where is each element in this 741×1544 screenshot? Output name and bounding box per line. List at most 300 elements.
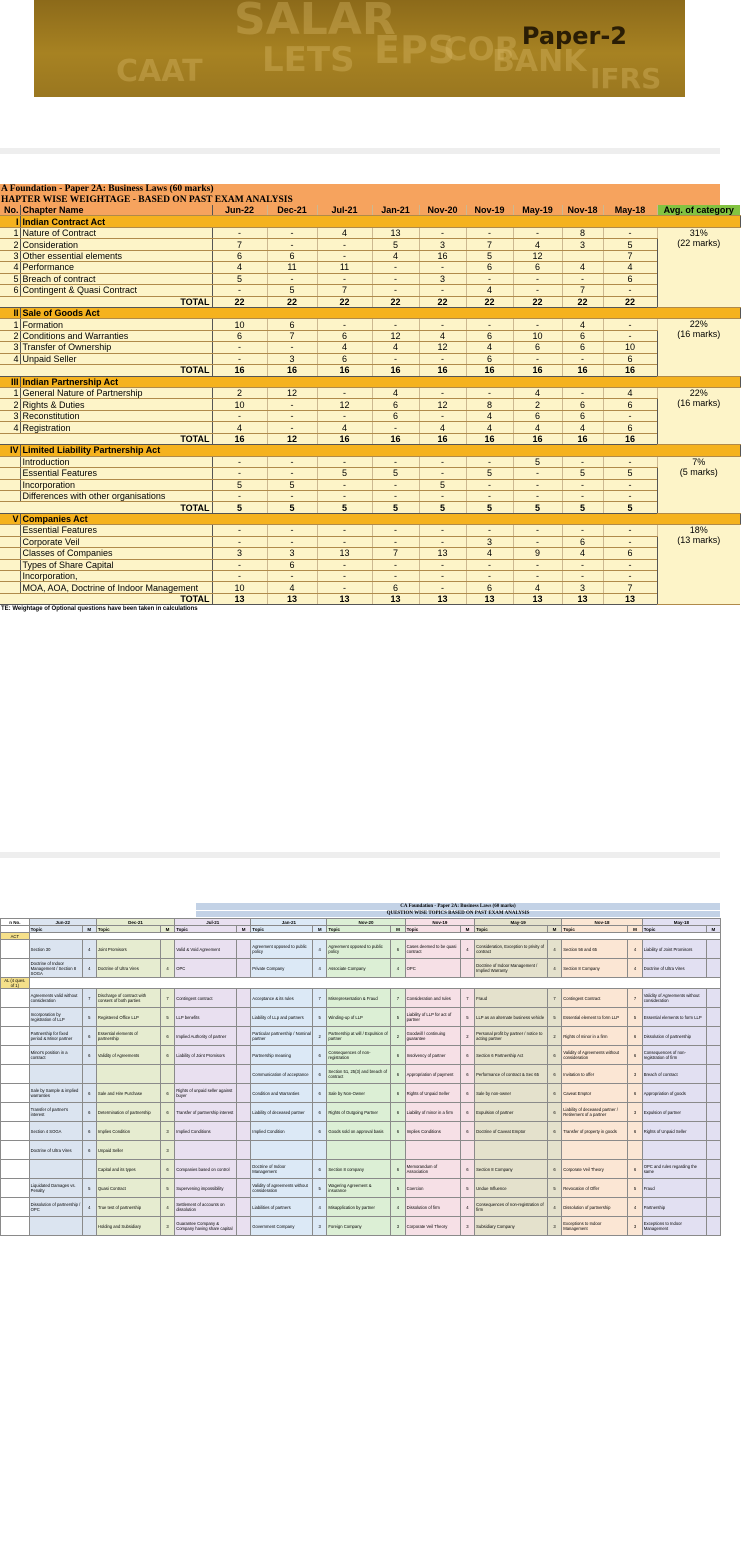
topic-marks (706, 1122, 720, 1141)
chapter-no: 3 (0, 342, 20, 353)
topic-marks: 2 (391, 1027, 405, 1046)
topic-cell: Capital and its types (96, 1160, 160, 1179)
marks-cell: - (317, 559, 372, 570)
marks-cell: 12 (372, 330, 419, 341)
total-cell: 16 (513, 433, 562, 444)
marks-header: M (236, 926, 250, 933)
topic-cell: Section 8 Company (562, 959, 628, 978)
marks-cell: 6 (317, 330, 372, 341)
header-no: No. (0, 205, 20, 216)
chapter-row (0, 227, 740, 238)
chapter-name: Unpaid Seller (20, 353, 212, 364)
topic-cell: Validity of Agreements (96, 1046, 160, 1065)
marks-cell: - (317, 525, 372, 536)
chapter-no (0, 536, 20, 547)
marks-cell: 4 (466, 285, 513, 296)
chapter-name: Reconstitution (20, 410, 212, 421)
chapter-no: 5 (0, 273, 20, 284)
topic-marks (706, 1198, 720, 1217)
marks-cell: - (419, 353, 466, 364)
question-no (1, 1160, 30, 1179)
act-row (1, 933, 721, 940)
marks-header: M (82, 926, 96, 933)
topic-marks: 6 (82, 1046, 96, 1065)
question-row (1, 940, 721, 959)
section-row (0, 307, 740, 318)
topic-marks: 4 (460, 1198, 474, 1217)
total-cell: 22 (317, 296, 372, 307)
topic-marks: 4 (628, 1198, 642, 1217)
marks-cell: 3 (419, 273, 466, 284)
topic-marks: 3 (628, 1217, 642, 1236)
topic-marks (236, 1179, 250, 1198)
marks-cell: - (372, 319, 419, 330)
topic-cell: Quasi Contract (96, 1179, 160, 1198)
marks-cell: - (419, 227, 466, 238)
marks-cell: 3 (562, 582, 603, 593)
total-cell: 13 (466, 593, 513, 604)
topic-cell: Subsidiary Company (475, 1217, 548, 1236)
topic-cell: Essential elements to form LLP (642, 1008, 706, 1027)
total-row (0, 593, 740, 604)
topic-cell: Acceptance & its rules (251, 989, 313, 1008)
topic-cell: Doctrine of Indoor Management / Implied Warranty (475, 959, 548, 978)
marks-cell: - (513, 571, 562, 582)
total-cell: 5 (267, 502, 317, 513)
topic-cell: OPC (175, 959, 237, 978)
topic-marks: 3 (460, 1217, 474, 1236)
question-row (1, 1046, 721, 1065)
marks-header: M (547, 926, 561, 933)
avg-marks: (16 marks) (677, 398, 721, 408)
chapter-no (0, 582, 20, 593)
chapter-row (0, 285, 740, 296)
question-no (1, 1179, 30, 1198)
topic-cell: Section 56 and 65 (562, 940, 628, 959)
chapter-no: 2 (0, 399, 20, 410)
topic-cell: Guarantee Company & Company having share capital (175, 1217, 237, 1236)
header-exam-col: May-18 (603, 205, 657, 216)
topic-cell: Liability of minor in a firm (405, 1103, 460, 1122)
marks-cell: 5 (212, 273, 267, 284)
marks-cell: - (317, 536, 372, 547)
topic-marks: 5 (460, 1008, 474, 1027)
marks-cell: - (267, 525, 317, 536)
chapter-no: 2 (0, 239, 20, 250)
chapter-name: Classes of Companies (20, 548, 212, 559)
question-no (1, 1217, 30, 1236)
section-name: Indian Partnership Act (20, 376, 740, 387)
total-cell: 16 (419, 433, 466, 444)
topic-header: Topic (96, 926, 160, 933)
marks-cell: 5 (603, 239, 657, 250)
marks-cell: 6 (562, 399, 603, 410)
topic-cell: Liability of deceased partner (251, 1103, 313, 1122)
topic-cell: Performance of contract & Sec 65 (475, 1065, 548, 1084)
total-cell: 16 (372, 433, 419, 444)
marks-cell: - (317, 273, 372, 284)
topic-marks (706, 1160, 720, 1179)
marks-cell: - (212, 571, 267, 582)
marks-cell: - (419, 571, 466, 582)
section-no: IV (0, 445, 20, 456)
total-cell: 16 (603, 365, 657, 376)
marks-cell: 4 (562, 319, 603, 330)
header-exam-col: Nov-18 (562, 205, 603, 216)
topic-marks: 7 (160, 989, 174, 1008)
chapter-name: Transfer of Ownership (20, 342, 212, 353)
banner-watermark: EPS (374, 28, 456, 72)
topic-marks (236, 1198, 250, 1217)
marks-cell: - (419, 388, 466, 399)
topic-marks: 7 (547, 989, 561, 1008)
marks-cell: 6 (513, 342, 562, 353)
marks-cell: 4 (466, 548, 513, 559)
marks-cell: 5 (513, 456, 562, 467)
marks-cell: 4 (372, 388, 419, 399)
total-cell: 22 (372, 296, 419, 307)
marks-cell: - (212, 559, 267, 570)
marks-cell: - (603, 330, 657, 341)
section-name: Indian Contract Act (20, 216, 740, 227)
first-col-header: n No. (1, 919, 30, 926)
marks-cell: 4 (372, 342, 419, 353)
marks-cell: 6 (466, 262, 513, 273)
marks-cell: - (372, 479, 419, 490)
marks-cell: - (466, 388, 513, 399)
avg-category-cell (657, 525, 740, 605)
marks-header: M (391, 926, 405, 933)
topic-cell: Consideration, Exception to privity of contract (475, 940, 548, 959)
topic-cell: Fraud (642, 1179, 706, 1198)
topic-cell: Rights of unpaid seller against buyer (175, 1084, 237, 1103)
topic-marks: 3 (628, 1065, 642, 1084)
question-row (1, 1198, 721, 1217)
topic-marks: 5 (460, 1179, 474, 1198)
topic-cell: Supervening impossibility (175, 1179, 237, 1198)
topic-marks: 5 (547, 1008, 561, 1027)
topic-cell: Doctrine of Indoor Management / Section 8 SOGA (29, 959, 82, 978)
marks-cell: 5 (562, 468, 603, 479)
marks-cell: 4 (372, 250, 419, 261)
topic-marks (160, 940, 174, 959)
topic-cell: LLP as an alternate business vehicle (475, 1008, 548, 1027)
marks-cell: 4 (513, 422, 562, 433)
topic-marks: 4 (82, 940, 96, 959)
topic-cell: Private Company (251, 959, 313, 978)
chapter-name: Contingent & Quasi Contract (20, 285, 212, 296)
marks-cell: - (267, 468, 317, 479)
marks-cell: - (267, 273, 317, 284)
chapter-name: Incorporation, (20, 571, 212, 582)
chapter-name: Rights & Duties (20, 399, 212, 410)
marks-cell: 3 (212, 548, 267, 559)
topic-cell: Agreement opposed to public policy (327, 940, 391, 959)
marks-cell: 4 (513, 582, 562, 593)
avg-marks: (13 marks) (677, 535, 721, 546)
marks-header: M (706, 926, 720, 933)
question-row (1, 959, 721, 978)
topic-marks: 6 (391, 1122, 405, 1141)
marks-cell: 6 (603, 273, 657, 284)
marks-cell: 8 (562, 227, 603, 238)
topic-marks: 6 (628, 1160, 642, 1179)
marks-cell: - (267, 410, 317, 421)
topic-cell: Foreign Company (327, 1217, 391, 1236)
marks-cell: 12 (513, 250, 562, 261)
chapter-name: Corporate Veil (20, 536, 212, 547)
topic-marks: 6 (313, 1103, 327, 1122)
total-cell: 16 (466, 365, 513, 376)
total-cell: 16 (466, 433, 513, 444)
marks-cell: 5 (267, 285, 317, 296)
separator (0, 852, 720, 858)
chapter-name: Formation (20, 319, 212, 330)
paper-banner (34, 0, 685, 97)
topic-cell: Liabilities of partners (251, 1198, 313, 1217)
chapter-name: Incorporation (20, 479, 212, 490)
topic-marks: 2 (547, 1027, 561, 1046)
marks-cell: - (419, 559, 466, 570)
topic-cell: Misapplication by partner (327, 1198, 391, 1217)
total-cell: 16 (603, 433, 657, 444)
topic-marks: 6 (547, 1103, 561, 1122)
marks-cell: 7 (267, 330, 317, 341)
topic-cell: Section 30 (29, 940, 82, 959)
topic-marks: 6 (391, 1084, 405, 1103)
chapter-row (0, 559, 740, 570)
marks-cell: - (372, 353, 419, 364)
marks-cell: 10 (603, 342, 657, 353)
topic-marks: 4 (547, 940, 561, 959)
chapter-weightage-table (0, 184, 734, 613)
topic-cell: Consideration and rules (405, 989, 460, 1008)
chapter-name: General Nature of Partnership (20, 388, 212, 399)
topic-cell: Settlement of accounts on dissolution (175, 1198, 237, 1217)
total-row (0, 433, 740, 444)
topic-marks: 6 (82, 1122, 96, 1141)
topic-marks: 6 (628, 1084, 642, 1103)
topic-marks: 5 (391, 1008, 405, 1027)
weightage-note: TE: Weightage of Optional questions have been taken in calculations (1, 606, 198, 613)
marks-cell: 5 (212, 479, 267, 490)
topic-marks (706, 989, 720, 1008)
total-cell: 5 (603, 502, 657, 513)
avg-category-cell (657, 456, 740, 513)
header-exam-col: Nov-19 (466, 205, 513, 216)
chapter-row (0, 536, 740, 547)
total-label: TOTAL (0, 296, 212, 307)
blank-header (1, 926, 30, 933)
marks-cell: - (513, 285, 562, 296)
marks-cell: - (372, 262, 419, 273)
topic-marks (236, 1008, 250, 1027)
marks-cell: - (212, 227, 267, 238)
chapter-no: 1 (0, 227, 20, 238)
marks-cell: - (419, 456, 466, 467)
marks-cell: 4 (419, 422, 466, 433)
marks-cell: 10 (212, 582, 267, 593)
weightage-title: A Foundation - Paper 2A: Business Laws (60 marks) (0, 184, 720, 195)
marks-cell: 10 (212, 319, 267, 330)
total-cell: 16 (419, 365, 466, 376)
section-no: V (0, 513, 20, 524)
marks-cell: 7 (317, 285, 372, 296)
topic-cell: Consequences of non-registration of firm (642, 1046, 706, 1065)
total-cell: 5 (419, 502, 466, 513)
section-row (0, 376, 740, 387)
topic-marks: 4 (160, 1198, 174, 1217)
question-no (1, 989, 30, 1008)
topic-marks: 6 (547, 1046, 561, 1065)
marks-cell: 13 (419, 548, 466, 559)
banner-watermark: IFRS (590, 62, 662, 95)
topic-marks (706, 1027, 720, 1046)
topic-marks: 2 (460, 1027, 474, 1046)
section-no: II (0, 307, 20, 318)
total-cell: 13 (603, 593, 657, 604)
marks-cell: - (513, 468, 562, 479)
marks-cell: 11 (267, 262, 317, 273)
total-cell: 13 (372, 593, 419, 604)
topic-cell: Partnership meaning (251, 1046, 313, 1065)
total-label: TOTAL (0, 593, 212, 604)
topic-marks (706, 940, 720, 959)
chapter-no: 6 (0, 285, 20, 296)
marks-cell: - (562, 571, 603, 582)
topic-cell: Consequences of non-registration (327, 1046, 391, 1065)
topic-cell: Agreements valid without consideration (29, 989, 82, 1008)
marks-cell: 5 (466, 250, 513, 261)
topic-cell: Dissolution of firm (405, 1198, 460, 1217)
chapter-no (0, 490, 20, 501)
marks-cell: - (267, 536, 317, 547)
topic-cell: Companies based on control (175, 1160, 237, 1179)
topic-marks: 6 (391, 1160, 405, 1179)
marks-cell: 6 (513, 262, 562, 273)
topic-cell: Revocation of Offer (562, 1179, 628, 1198)
marks-cell: - (317, 582, 372, 593)
avg-percent: 18% (689, 525, 708, 536)
chapter-name: Breach of contract (20, 273, 212, 284)
topic-header: Topic (175, 926, 237, 933)
topic-cell: Dissolution of partnership (562, 1198, 628, 1217)
marks-cell: - (267, 227, 317, 238)
topic-cell: Misrepresentation & Fraud (327, 989, 391, 1008)
marks-cell: - (419, 536, 466, 547)
marks-cell: 4 (603, 388, 657, 399)
marks-cell: 4 (513, 239, 562, 250)
topic-cell: Expulsion of partner (475, 1103, 548, 1122)
topic-cell: Agreement opposed to public policy (251, 940, 313, 959)
marks-cell: 4 (267, 582, 317, 593)
month-header: Jan-21 (251, 919, 327, 926)
marks-cell: 7 (562, 285, 603, 296)
marks-cell: 4 (466, 410, 513, 421)
topic-marks (236, 1217, 250, 1236)
question-no (1, 940, 30, 959)
chapter-no (0, 479, 20, 490)
topic-marks: 6 (82, 1141, 96, 1160)
section-fill (29, 933, 720, 940)
total-cell: 12 (267, 433, 317, 444)
topic-cell: Doctrine of Indoor Management (251, 1160, 313, 1179)
question-row (1, 1179, 721, 1198)
topic-cell: Sale by Sample & implied warranties (29, 1084, 82, 1103)
topic-marks (706, 1103, 720, 1122)
marks-cell: - (562, 273, 603, 284)
topic-cell: Rights of Unpaid Seller (405, 1084, 460, 1103)
marks-cell: - (267, 456, 317, 467)
total-cell: 16 (212, 433, 267, 444)
marks-cell: - (372, 536, 419, 547)
topic-marks: 6 (160, 1103, 174, 1122)
topic-cell: Implies Conditions (405, 1122, 460, 1141)
topic-marks: 4 (628, 959, 642, 978)
topic-marks: 6 (460, 1160, 474, 1179)
marks-cell: 7 (212, 239, 267, 250)
total-cell: 13 (317, 593, 372, 604)
topic-cell: Unpaid Seller (96, 1141, 160, 1160)
marks-header: M (313, 926, 327, 933)
marks-cell: - (317, 388, 372, 399)
marks-cell: - (562, 456, 603, 467)
marks-cell: - (603, 319, 657, 330)
marks-cell: - (603, 525, 657, 536)
topic-marks: 6 (547, 1160, 561, 1179)
month-header: Nov-18 (562, 919, 642, 926)
marks-cell (562, 250, 603, 261)
marks-cell: 4 (513, 388, 562, 399)
question-row (1, 1008, 721, 1027)
marks-cell: - (466, 319, 513, 330)
topic-marks: 5 (628, 1179, 642, 1198)
marks-cell: 11 (317, 262, 372, 273)
topic-cell (175, 1065, 237, 1084)
marks-cell: 6 (603, 548, 657, 559)
banner-watermark: CAAT (116, 54, 203, 89)
marks-cell: - (562, 479, 603, 490)
topic-marks: 6 (313, 1160, 327, 1179)
marks-cell: 3 (466, 536, 513, 547)
topic-cell: Associate Company (327, 959, 391, 978)
topic-cell: Dissolution of partnership / OPC (29, 1198, 82, 1217)
marks-cell: - (372, 285, 419, 296)
topic-cell: Discharge of contract with consent of both parties (96, 989, 160, 1008)
topic-marks (460, 1141, 474, 1160)
marks-cell: 12 (419, 399, 466, 410)
topic-marks: 6 (460, 1065, 474, 1084)
marks-cell: - (603, 285, 657, 296)
topic-marks (236, 1103, 250, 1122)
topic-cell: Corporate Veil Theory (562, 1160, 628, 1179)
topic-marks: 3 (160, 1122, 174, 1141)
chapter-no (0, 468, 20, 479)
topic-marks (236, 1065, 250, 1084)
topic-cell: Essential element to form LLP (562, 1008, 628, 1027)
marks-cell: - (267, 571, 317, 582)
topic-marks (628, 1141, 642, 1160)
marks-cell: 4 (562, 422, 603, 433)
topic-cell: Caveat Emptor (562, 1084, 628, 1103)
topic-cell: Transfer of partner's interest (29, 1103, 82, 1122)
topic-cell: Undue Influence (475, 1179, 548, 1198)
question-row (1, 1084, 721, 1103)
topic-marks: 4 (82, 1198, 96, 1217)
marks-cell: - (372, 525, 419, 536)
marks-cell: 13 (372, 227, 419, 238)
chapter-row (0, 582, 740, 593)
